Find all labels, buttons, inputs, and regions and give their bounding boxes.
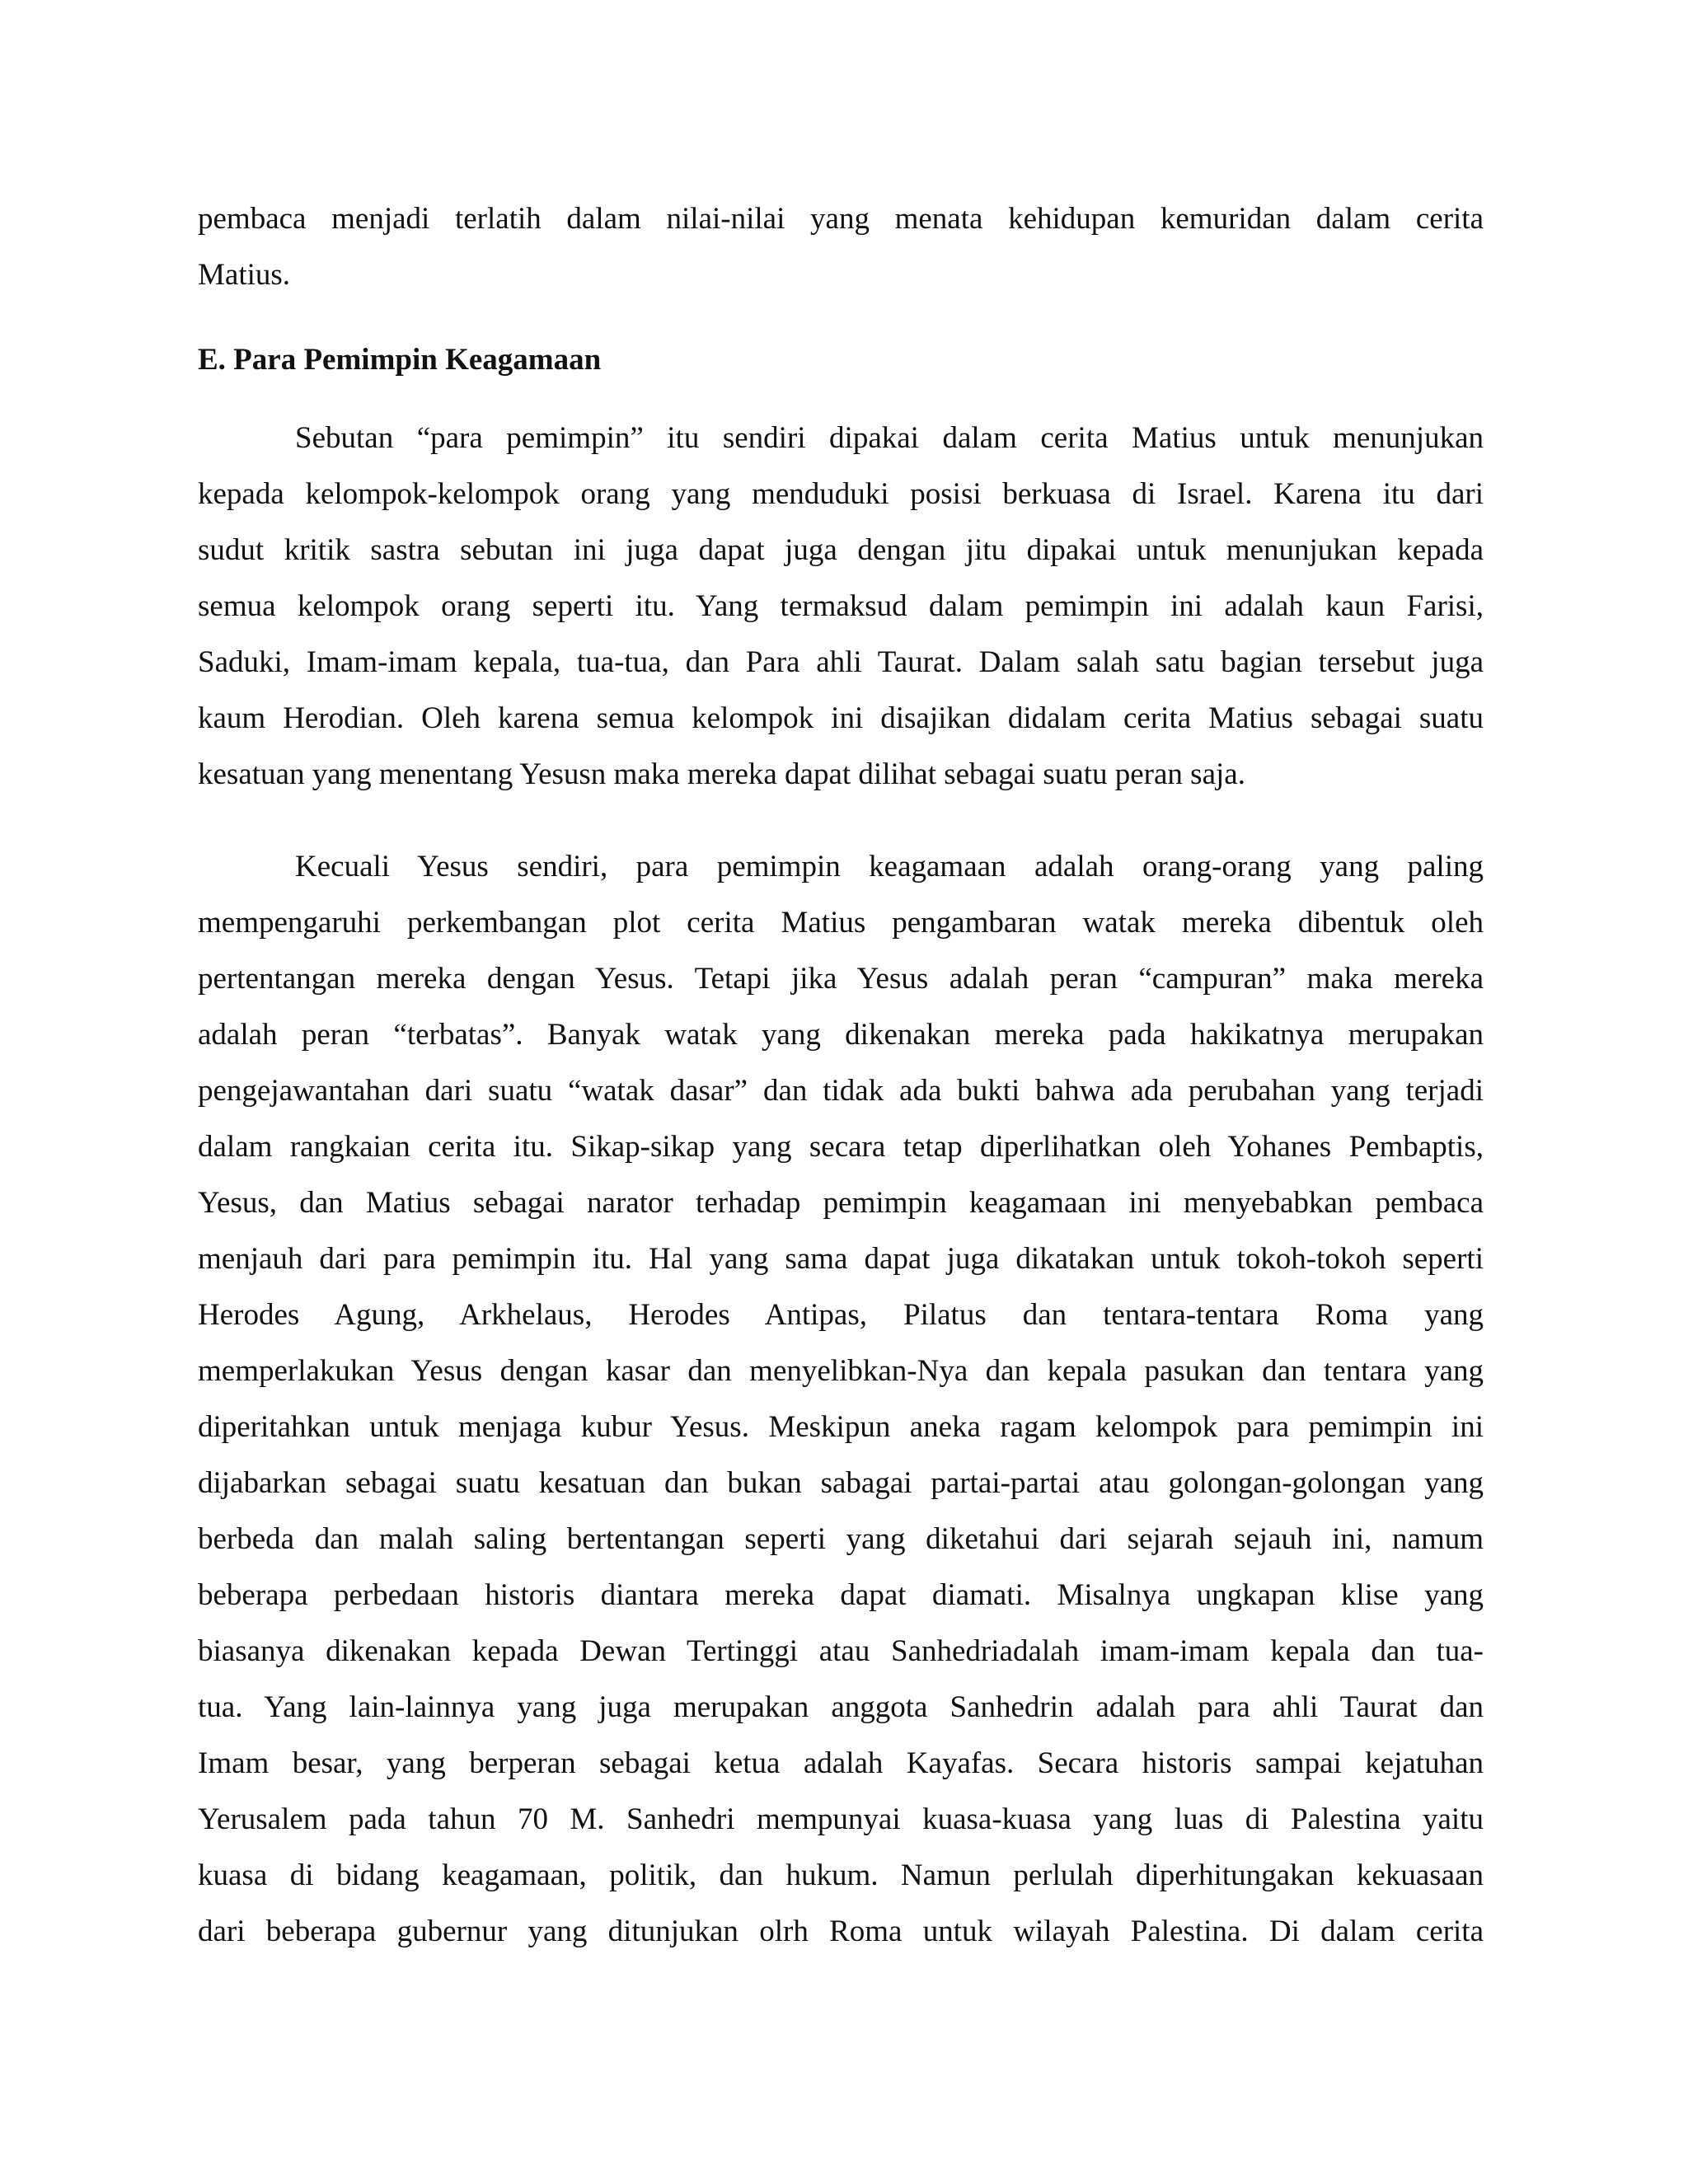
paragraph-line: pembaca menjadi terlatih dalam nilai-nilai yang menata kehidupan kemuridan dalam cerita: [198, 202, 1484, 236]
paragraph-line: Yesus, dan Matius sebagai narator terhadap pemimpin keagamaan ini menyebabkan pembaca: [198, 1186, 1484, 1220]
paragraph-line: pertentangan mereka dengan Yesus. Tetapi jika Yesus adalah peran “campuran” maka mereka: [198, 962, 1484, 996]
paragraph-line: Imam besar, yang berperan sebagai ketua adalah Kayafas. Secara historis sampai kejatuhan: [198, 1746, 1484, 1780]
paragraph-line: diperitahkan untuk menjaga kubur Yesus. Meskipun aneka ragam kelompok para pemimpin ini: [198, 1410, 1484, 1444]
paragraph-line: kaum Herodian. Oleh karena semua kelompok ini disajikan didalam cerita Matius sebagai suatu: [198, 701, 1484, 735]
paragraph-line: Herodes Agung, Arkhelaus, Herodes Antipas, Pilatus dan tentara-tentara Roma yang: [198, 1298, 1484, 1332]
paragraph-line: kuasa di bidang keagamaan, politik, dan hukum. Namun perlulah diperhitungakan kekuasaan: [198, 1858, 1484, 1892]
paragraph-line: dijabarkan sebagai suatu kesatuan dan bukan sabagai partai-partai atau golongan-golongan yang: [198, 1466, 1484, 1500]
paragraph-line: Saduki, Imam-imam kepala, tua-tua, dan Para ahli Taurat. Dalam salah satu bagian tersebut juga: [198, 645, 1484, 679]
paragraph-line: Sebutan “para pemimpin” itu sendiri dipakai dalam cerita Matius untuk menunjukan: [295, 421, 1484, 455]
paragraph-line: memperlakukan Yesus dengan kasar dan menyelibkan-Nya dan kepala pasukan dan tentara yang: [198, 1354, 1484, 1388]
paragraph-1: [198, 410, 1484, 803]
paragraph-2: [198, 839, 1484, 1960]
paragraph-line: beberapa perbedaan historis diantara mereka dapat diamati. Misalnya ungkapan klise yang: [198, 1578, 1484, 1612]
section-heading: E. Para Pemimpin Keagamaan: [198, 343, 602, 377]
paragraph-line: dari beberapa gubernur yang ditunjukan olrh Roma untuk wilayah Palestina. Di dalam cerita: [198, 1915, 1484, 1948]
paragraph-line: mempengaruhi perkembangan plot cerita Matius pengambaran watak mereka dibentuk oleh: [198, 906, 1484, 940]
paragraph-line: Kecuali Yesus sendiri, para pemimpin keagamaan adalah orang-orang yang paling: [295, 850, 1484, 883]
intro-paragraph: [198, 191, 1484, 303]
paragraph-line: Yerusalem pada tahun 70 M. Sanhedri mempunyai kuasa-kuasa yang luas di Palestina yaitu: [198, 1802, 1484, 1836]
paragraph-line: dalam rangkaian cerita itu. Sikap-sikap yang secara tetap diperlihatkan oleh Yohanes Pembaptis,: [198, 1130, 1484, 1164]
paragraph-line: menjauh dari para pemimpin itu. Hal yang sama dapat juga dikatakan untuk tokoh-tokoh seperti: [198, 1242, 1484, 1276]
paragraph-line: tua. Yang lain-lainnya yang juga merupakan anggota Sanhedrin adalah para ahli Taurat dan: [198, 1690, 1484, 1724]
paragraph-line: pengejawantahan dari suatu “watak dasar” dan tidak ada bukti bahwa ada perubahan yang terjadi: [198, 1074, 1484, 1108]
paragraph-line: Matius.: [198, 258, 291, 292]
paragraph-line: berbeda dan malah saling bertentangan seperti yang diketahui dari sejarah sejauh ini, namum: [198, 1522, 1484, 1556]
paragraph-line: semua kelompok orang seperti itu. Yang termaksud dalam pemimpin ini adalah kaun Farisi,: [198, 589, 1484, 623]
paragraph-line: biasanya dikenakan kepada Dewan Tertinggi atau Sanhedriadalah imam-imam kepala dan tua-: [198, 1634, 1484, 1668]
paragraph-line: kesatuan yang menentang Yesusn maka mereka dapat dilihat sebagai suatu peran saja.: [198, 757, 1245, 791]
paragraph-line: kepada kelompok-kelompok orang yang menduduki posisi berkuasa di Israel. Karena itu dari: [198, 477, 1484, 511]
paragraph-line: adalah peran “terbatas”. Banyak watak yang dikenakan mereka pada hakikatnya merupakan: [198, 1018, 1484, 1052]
paragraph-line: sudut kritik sastra sebutan ini juga dapat juga dengan jitu dipakai untuk menunjukan kepada: [198, 533, 1484, 567]
